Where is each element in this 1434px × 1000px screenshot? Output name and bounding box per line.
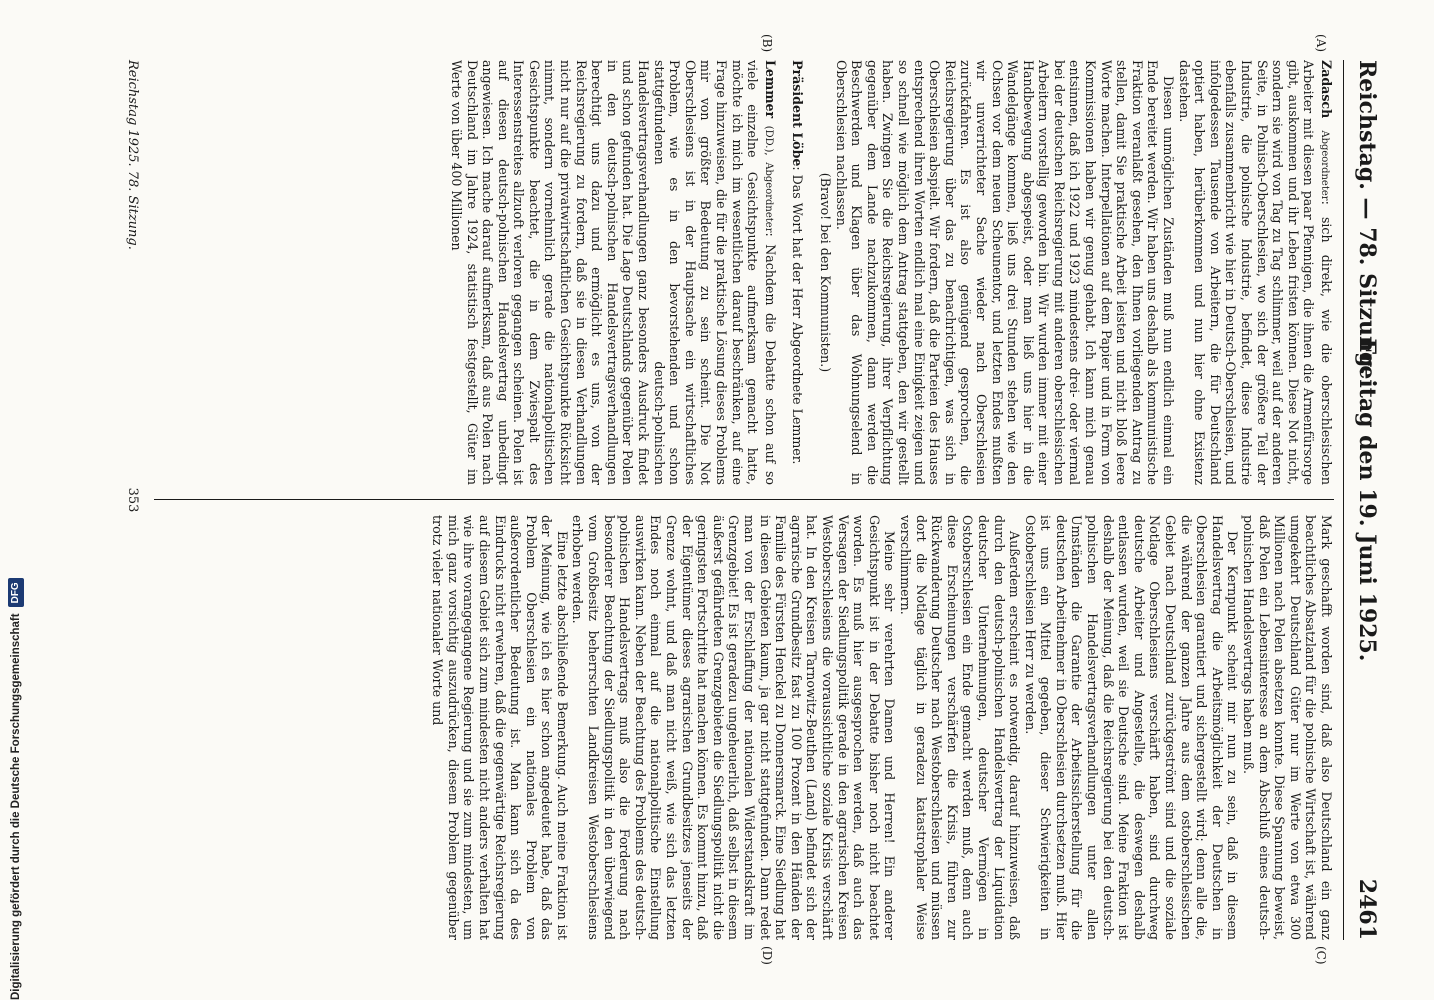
header-page-number: 2461 (1354, 878, 1380, 940)
speaker-name: Präsident Löbe (790, 60, 806, 167)
margin-mark-a: (A) (1314, 34, 1328, 53)
margin-mark-c: (C) (1314, 946, 1328, 965)
paragraph: Der Kernpunkt scheint mir nun zu sein, daß in diesem Handelsvertrag die Arbeitsmöglichkeit der Deutschen in Oberschlesien garantiert und sichergestellt wird; denn alle die, die während der ganzen Jahre aus dem ostoberschlesischen Gebiet nach Deutschland zurückgeströmt sind und die soziale Notlage Oberschlesiens verschärft haben, sind durchweg deutsche Arbeiter und Angestellte, die deswegen deshalb entlassen wurden, weil sie Deutsche sind. Meine Fraktion ist deshalb der Meinung, daß die Reichsregierung bei den deutsch-polnischen Handelsvertragsverhandlungen unter allen Umständen die Garantie der Arbeitssicherstellung für die deutschen Arbeitnehmer in Oberschlesien durchsetzen muß. Hier ist uns ein Mittel gegeben, dieser Schwierigkeiten in Ostoberschlesien Herr zu werden. (1022, 515, 1241, 940)
paragraph: Außerdem erscheint es notwendig, darauf hinzuweisen, daß durch den deutsch-polnischen Handelsvertrag der Liquidation deutscher Unternehmungen, deutscher Vermögen in Ostoberschlesien ein Ende gemacht werden muß, denn auch diese Erscheinungen verschärfen die Krisis, führen zur Rückwanderung Deutscher nach Westoberschlesien und müssen dort die Notlage täglich in geradezu katastrophaler Weise verschlimmern. (897, 515, 1023, 940)
column-divider (154, 499, 1334, 500)
margin-mark-d: (D) (760, 946, 774, 965)
text-columns (154, 34, 1334, 965)
interjection: (Bravo! bei den Kommunisten.) (818, 172, 833, 373)
running-header (1343, 60, 1384, 940)
paragraph-gap (805, 60, 817, 485)
header-session: Reichstag. — 78. Sitzung. (1354, 60, 1380, 376)
paragraph: Mark geschafft worden sind, daß also Deutschland ein ganz beachtliches Absatzland für die polnische Wirtschaft ist, während umgekehrt Deutschland Güter nur im Werte von etwa 300 Millionen nach Polen absetzen konnte. Diese Spannung beweist, daß Polen ein Lebensinteresse an dem Abschluß eines deutsch-polnischen Handelsvertrags haben muß. (1241, 515, 1334, 940)
digitization-strip (2, 560, 26, 1000)
paragraph-gap (778, 60, 790, 485)
speech-text: sich direkt, wie die oberschlesischen Arbeiter mit diesen paar Pfennigen, die ihnen die Armenfürsorge gibt, auskommen und ihr Leben fristen können. Diese Not nicht, sondern sie wird von Tag zu Tag schlimmer, weil auf der anderen Seite, in Polnisch-Oberschlesien, wo sich der größere Teil der Industrie, die polnische Industrie, befindet, diese Industrie ebenfalls zusammenbricht wie hier in Deutsch-Oberschlesien, und infolgedessen Tausende von Arbeitern, die für Deutschland optiert haben, herüberkommen und nun hier ohne Existenz dastehen. (1176, 60, 1334, 485)
page-content (94, 34, 1384, 965)
paragraph: Diesen unmöglichen Zuständen muß nun endlich einmal ein Ende bereitet werden. Wir haben uns deshalb als kommunistische Fraktion veranlaßt gesehen, den Ihnen vorliegenden Antrag zu stellen, damit Sie praktische Arbeit leisten und nicht bloß leere Worte machen. Interpellationen auf dem Papier und in Form von Kommissionen haben wir genug gehabt. Ich kann mich genau entsinnen, daß ich 1922 und 1923 mindestens drei- oder viermal bei der deutschen Reichsregierung mit anderen oberschlesischen Arbeitern vorstellig geworden bin. Wir wurden immer mit einer Handbewegung abgespeist, oder man ließ uns hier in die Wandelgänge kommen, ließ uns drei Stunden stehen wie den Ochsen vor dem neuen Scheunentor, und letzten Endes mußten wir unverrichteter Sache wieder nach Oberschlesien zurückfahren. Es ist also genügend gesprochen, die Reichsregierung über das zu benachrichtigen, was sich in Oberschlesien abspielt. Wir fordern, daß die Parteien des Hauses entsprechend ihren Worten endlich mal eine Einigkeit zeigen und so schnell wie möglich dem Antrag stattgeben, den wir gestellt haben. Zwingen Sie die Reichsregierung, ihrer Verpflichtung gegenüber dem Lande nachzukommen, dann werden die Beschwerden und Klagen über das Wohnungselend in Oberschlesien nachlassen. (833, 60, 1177, 485)
speaker-role: Abgeordneter (1319, 130, 1330, 201)
speaker-name: Zadasch (1319, 60, 1334, 119)
speaker-paragraph: Lemmer (DD.), Abgeordneter: Nachdem die Debatte schon auf so viele einzelne Gesichtspunkte aufmerksam gemacht hatte, möchte ich mich im wesentlichen darauf beschränken, auf eine Frage hinzuweisen, die für die praktische Lösung dieses Problems mir von größter Bedeutung zu sein scheint. Die Not Oberschlesiens ist in der Hauptsache ein wirtschaftliches Problem, wie es in den bevorstehenden und schon stattgefundenen deutsch-polnischen Handelsvertragsverhandlungen ganz besonders Ausdruck findet und schon gefunden hat. Die Lage Deutschlands gegenüber Polen in den deutsch-polnischen Handelsvertragsverhandlungen berechtigt uns dazu und ermöglicht es uns, von der Reichsregierung zu fordern, daß sie in diesen Verhandlungen nicht nur auf die privatwirtschaftlichen Gesichtspunkte Rücksicht nimmt, sondern vornehmlich gerade die nationalpolitischen Gesichtspunkte beachtet, die in dem Zwiespalt des Interessenstreites allzuoft verloren gegangen scheinen. Polen ist auf diesen deutsch-polnischen Handelsvertrag unbedingt angewiesen. Ich mache darauf aufmerksam, daß aus Polen nach Deutschland im Jahre 1924, statistisch festgestellt, Güter im Werte von über 400 Millionen (448, 60, 778, 485)
speech-text: Nachdem die Debatte schon auf so viele einzelne Gesichtspunkte aufmerksam gemacht hatte, möchte ich mich im wesentlichen darauf beschränken, auf eine Frage hinzuweisen, die für die praktische Lösung dieses Problems mir von größter Bedeutung zu sein scheint. Die Not Oberschlesiens ist in der Hauptsache ein wirtschaftliches Problem, wie es in den bevorstehenden und schon stattgefundenen deutsch-polnischen Handelsvertragsverhandlungen ganz besonders Ausdruck findet und schon gefunden hat. Die Lage Deutschlands gegenüber Polen in den deutsch-polnischen Handelsvertragsverhandlungen berechtigt uns dazu und ermöglicht es uns, von der Reichsregierung zu fordern, daß sie in diesen Verhandlungen nicht nur auf die privatwirtschaftlichen Gesichtspunkte Rücksicht nimmt, sondern vornehmlich gerade die nationalpolitischen Gesichtspunkte beachtet, die in dem Zwiespalt des Interessenstreites allzuoft verloren gegangen scheinen. Polen ist auf diesen deutsch-polnischen Handelsvertrag unbedingt angewiesen. Ich mache darauf aufmerksam, daß aus Polen nach Deutschland im Jahre 1924, statistisch festgestellt, Güter im Werte von über 400 Millionen (448, 60, 778, 485)
margin-mark-b: (B) (760, 34, 774, 53)
footer-source: Reichstag 1925. 78. Sitzung. (125, 60, 140, 250)
left-column (154, 60, 1334, 485)
digitization-text: Digitalisierung gefördert durch die Deutsche Forschungsgemeinschaft (10, 613, 22, 1000)
paragraph: Meine sehr verehrten Damen und Herren! Ein anderer Gesichtspunkt ist in der Debatte bisher noch nicht beachtet worden. Es muß hier ausgesprochen werden, daß auch das Versagen der Siedlungspolitik gerade in den agrarischen Kreisen Westoberschlesiens die voraussichtliche soziale Krisis verschärft hat. In den Kreisen Tarnowitz-Beuthen (Land) befindet sich der agrarische Grundbesitz fast zu 100 Prozent in den Händen der Familie des Fürsten Henckel zu Donnersmarck. Eine Siedlung hat in diesen Gebieten kaum, ja gar nicht stattgefunden. Dann redet man von der Erschlaffung der nationalen Widerstandskraft im Grenzgebiet! Es ist geradezu ungeheuerlich, daß selbst in diesem äußerst gefährdeten Grenzgebieten die Siedlungspolitik nicht die geringsten Fortschritte hat machen können. Es kommt hinzu, daß der Eigentümer dieses agrarischen Grundbesitzes jenseits der Grenze wohnt, und daß man nicht weiß, wie sich das letzten Endes noch einmal auf die nationalpolitische Einstellung auswirken kann. Neben der Beachtung des Problems des deutsch-polnischen Handelsvertrags muß also die Forderung nach besonderer Beachtung der Siedlungspolitik in den überwiegend vom Großbesitz beherrschten Landkreisen Westoberschlesiens erhoben werden. (570, 515, 898, 940)
digitization-notice (6, 560, 26, 1000)
page-footer (114, 60, 144, 940)
paragraph: Eine letzte abschließende Bemerkung. Auch meine Fraktion ist der Meinung, wie ich es hier schon angedeutet habe, daß das Problem Oberschlesien ein nationales Problem von außerordentlicher Bedeutung ist. Man kann sich da des Eindrucks nicht erwehren, daß die gegenwärtige Reichsregierung auf diesem Gebiet sich zum mindesten nicht anders verhalten hat wie ihre vorangegangene Regierung und sie zum mindesten, um mich ganz vorsichtig auszudrücken, diesem Problem gegenüber trotz vieler nationaler Worte und (430, 515, 570, 940)
right-column (154, 515, 1334, 940)
speaker-role: (DD.), Abgeordneter (762, 125, 774, 233)
speaker-paragraph: Zadasch Abgeordneter: sich direkt, wie die oberschlesischen Arbeiter mit diesen paar Pfennigen, die ihnen die Armenfürsorge gibt, auskommen und ihr Leben fristen können. Diese Not nicht, sondern sie wird von Tag zu Tag schlimmer, weil auf der anderen Seite, in Polnisch-Oberschlesien, wo sich der größere Teil der Industrie, die polnische Industrie, befindet, diese Industrie ebenfalls zusammenbricht wie hier in Deutsch-Oberschlesien, und infolgedessen Tausende von Arbeitern, die für Deutschland optiert haben, herüberkommen und nun hier ohne Existenz dastehen. (1176, 60, 1334, 485)
speaker-paragraph: Präsident Löbe: Das Wort hat der Herr Abgeordnete Lemmer. (790, 60, 806, 465)
footer-page-number: 353 (125, 487, 140, 513)
header-date: Freitag den 19. Juni 1925. (1354, 338, 1380, 662)
dfg-logo: DFG (8, 578, 24, 607)
speech-text: Das Wort hat der Herr Abgeordnete Lemmer. (790, 174, 806, 465)
speaker-name: Lemmer (762, 60, 778, 119)
